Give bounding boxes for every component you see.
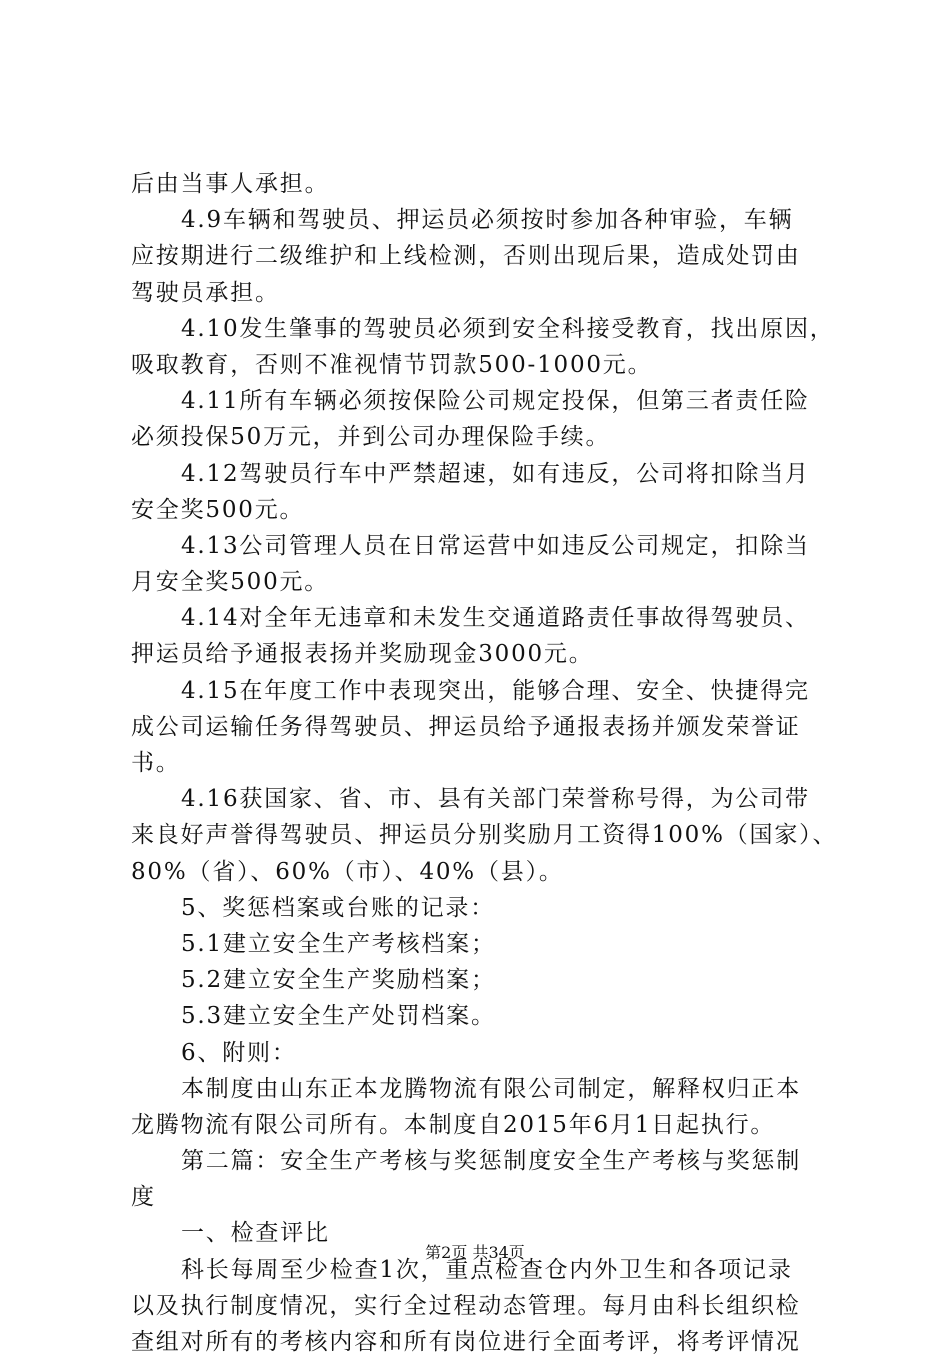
text-line: 应按期进行二级维护和上线检测，否则出现后果，造成处罚由 [131, 243, 801, 270]
section-heading: 一、检查评比 [181, 1220, 330, 1247]
text-line: 书。 [131, 750, 181, 776]
text-line: 龙腾物流有限公司所有。本制度自2015年6月1日起执行。 [131, 1111, 776, 1138]
text-line: 驾驶员承担。 [131, 279, 280, 306]
text-line: 押运员给予通报表扬并奖励现金3000元。 [131, 641, 594, 668]
text-line: 4.15在年度工作中表现突出，能够合理、安全、快捷得完 [181, 677, 810, 704]
text-line: 4.14对全年无违章和未发生交通道路责任事故得驾驶员、 [181, 605, 810, 632]
text-line: 4.13公司管理人员在日常运营中如违反公司规定，扣除当 [181, 532, 810, 559]
text-line: 4.9车辆和驾驶员、押运员必须按时参加各种审验，车辆 [181, 207, 794, 234]
text-line: 查组对所有的考核内容和所有岗位进行全面考评，将考评情况 [131, 1329, 801, 1355]
text-line: 4.11所有车辆必须按保险公司规定投保，但第三者责任险 [181, 388, 810, 415]
section-heading: 度 [131, 1184, 156, 1211]
section-heading: 6、附则： [181, 1039, 297, 1066]
text-line: 后由当事人承担。 [131, 171, 330, 197]
text-line: 4.16获国家、省、市、县有关部门荣誉称号得，为公司带 [181, 786, 810, 813]
text-line: 成公司运输任务得驾驶员、押运员给予通报表扬并颁发荣誉证 [131, 713, 801, 740]
text-line: 来良好声誉得驾驶员、押运员分别奖励月工资得100%（国家）、 [131, 822, 838, 849]
text-line: 必须投保50万元，并到公司办理保险手续。 [131, 424, 611, 451]
text-line: 5.1建立安全生产考核档案； [181, 930, 496, 957]
text-line: 以及执行制度情况，实行全过程动态管理。每月由科长组织检 [131, 1292, 801, 1319]
page-number-footer: 第2页 共34页 [425, 1243, 525, 1262]
section-heading: 第二篇：安全生产考核与奖惩制度安全生产考核与奖惩制 [181, 1148, 801, 1175]
text-line: 5.3建立安全生产处罚档案。 [181, 1003, 496, 1030]
text-line: 科长每周至少检查1次，重点检查仓内外卫生和各项记录 [181, 1256, 793, 1283]
text-line: 80%（省）、60%（市）、40%（县）。 [131, 858, 564, 885]
text-line: 月安全奖500元。 [131, 569, 330, 596]
section-heading: 5、奖惩档案或台账的记录： [181, 894, 496, 921]
document-body [131, 166, 838, 1360]
text-line: 吸取教育，否则不准视情节罚款500-1000元。 [131, 351, 653, 378]
text-line: 4.12驾驶员行车中严禁超速，如有违反，公司将扣除当月 [181, 460, 810, 487]
text-line: 4.10发生肇事的驾驶员必须到安全科接受教育，找出原因， [181, 315, 835, 342]
text-line: 本制度由山东正本龙腾物流有限公司制定，解释权归正本 [181, 1075, 801, 1102]
text-line: 5.2建立安全生产奖励档案； [181, 967, 496, 994]
text-line: 安全奖500元。 [131, 496, 305, 523]
